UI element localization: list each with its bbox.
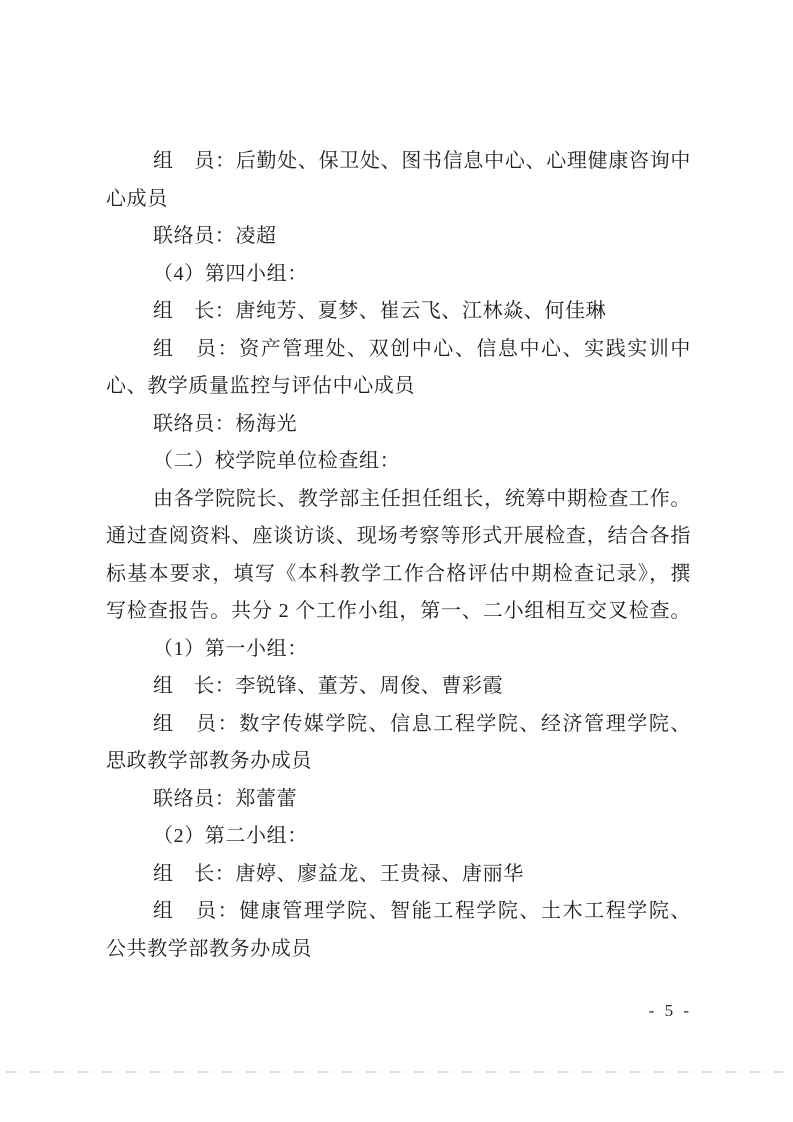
document-line: 组 员：数字传媒学院、信息工程学院、经济管理学院、 [153,712,691,735]
document-line: （4）第四小组： [153,262,308,285]
document-line: 组 员：后勤处、保卫处、图书信息中心、心理健康咨询中 [153,150,691,172]
document-line: 组 员：资产管理处、双创中心、信息中心、实践实训中 [153,337,691,360]
document-line: 公共教学部教务办成员 [106,937,312,960]
document-line: 组 员：健康管理学院、智能工程学院、土木工程学院、 [153,900,691,922]
document-line: 组 长：唐婷、廖益龙、王贵禄、唐丽华 [153,862,524,885]
document-line: 组 长：唐纯芳、夏梦、崔云飞、江林焱、何佳琳 [153,300,607,322]
document-line: 写检查报告。共分 2 个工作小组，第一、二小组相互交叉检查。 [106,600,691,622]
document-line: （1）第一小组： [153,637,308,660]
document-text-block [106,143,691,968]
scan-artifact-line [6,1071,783,1073]
document-line: 标基本要求，填写《本科教学工作合格评估中期检查记录》，撰 [106,562,691,585]
document-line: （2）第二小组： [153,825,308,847]
document-line: 由各学院院长、教学部主任担任组长，统筹中期检查工作。 [153,487,691,510]
document-line: 心、教学质量监控与评估中心成员 [106,375,415,397]
document-line: 联络员：杨海光 [153,412,298,435]
document-line: 联络员：凌超 [153,225,277,247]
page-number: - 5 - [648,1001,692,1020]
document-line: 思政教学部教务办成员 [106,750,312,772]
document-line: 组 长：李锐锋、董芳、周俊、曹彩霞 [153,675,504,697]
document-line: 联络员：郑蕾蕾 [153,787,298,810]
document-line: 心成员 [106,187,168,210]
document-line: 通过查阅资料、座谈访谈、现场考察等形式开展检查，结合各指 [106,525,691,547]
document-line: （二）校学院单位检查组： [153,450,401,472]
